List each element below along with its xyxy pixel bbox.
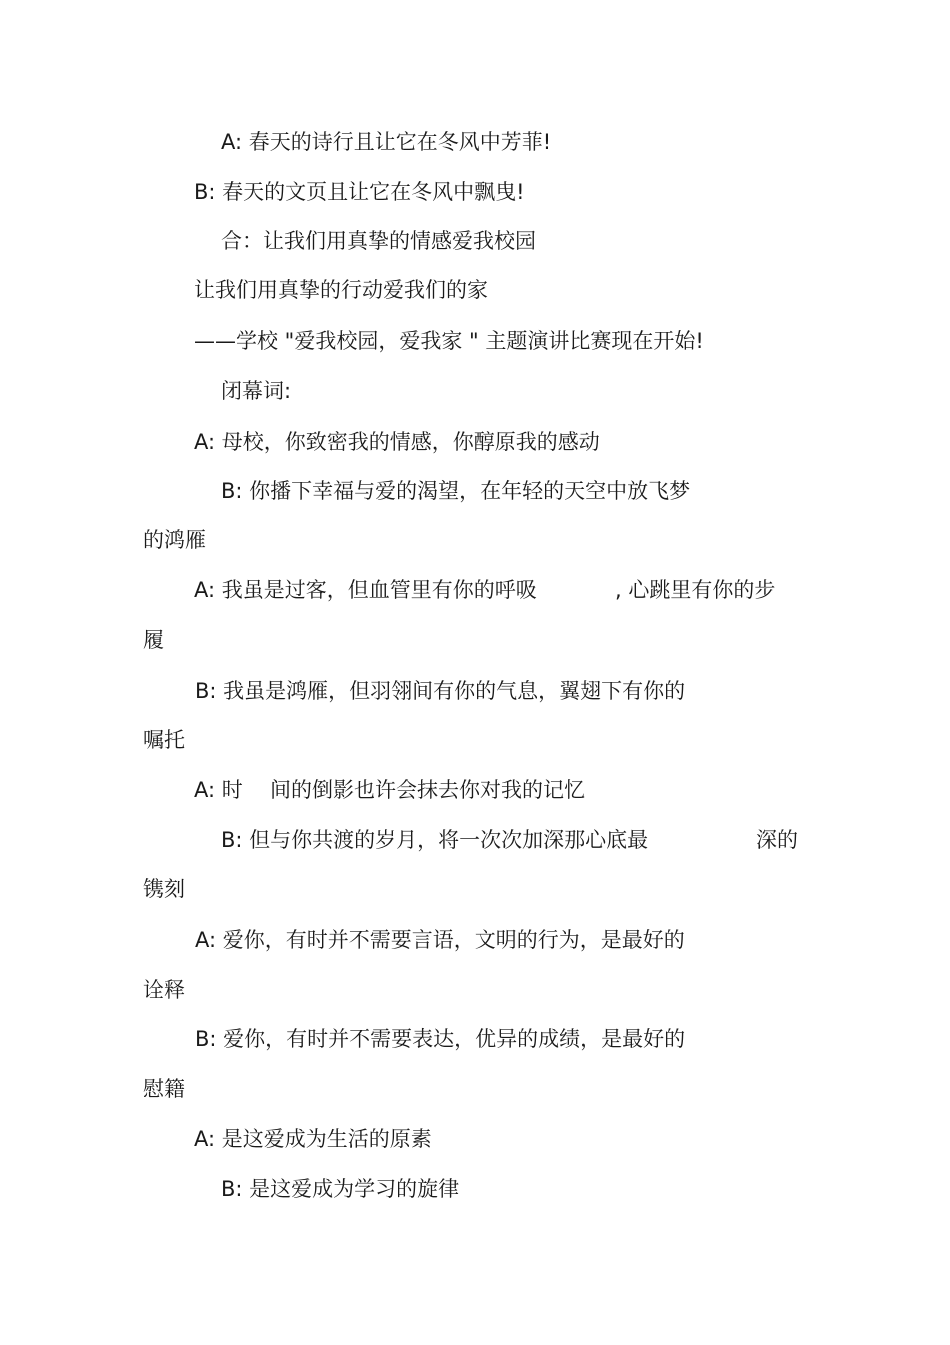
text-line: 让我们用真挚的行动爱我们的家 xyxy=(194,278,488,302)
text-line: ——学校 "爱我校园，爱我家 " 主题演讲比赛现在开始! xyxy=(194,329,704,353)
text-line: B: 爱你，有时并不需要表达，优异的成绩，是最好的 xyxy=(195,1027,686,1051)
text-line: A: 母校，你致密我的情感，你醇原我的感动 xyxy=(194,430,600,454)
text-line: 深的 xyxy=(756,828,798,852)
text-line: A: 春天的诗行且让它在冬风中芳菲! xyxy=(221,130,552,154)
text-line: 诠释 xyxy=(143,978,185,1002)
text-line: B: 但与你共渡的岁月，将一次次加深那心底最 xyxy=(221,828,649,852)
text-line: 合：让我们用真挚的情感爱我校园 xyxy=(221,229,536,253)
text-line: B: 是这爱成为学习的旋律 xyxy=(221,1177,460,1201)
text-line: 镌刻 xyxy=(143,877,185,901)
text-line: A: 时 xyxy=(194,778,243,802)
text-line: 慰籍 xyxy=(143,1077,185,1101)
text-line: 的鸿雁 xyxy=(143,528,206,552)
text-line: 嘱托 xyxy=(143,728,185,752)
text-line: A: 是这爱成为生活的原素 xyxy=(194,1127,432,1151)
text-line: B: 春天的文页且让它在冬风中飘曳! xyxy=(194,180,525,204)
text-line: 履 xyxy=(143,628,164,652)
text-line: B: 你播下幸福与爱的渴望，在年轻的天空中放飞梦 xyxy=(221,479,691,503)
text-line: B: 我虽是鸿雁，但羽翎间有你的气息，翼翅下有你的 xyxy=(195,679,686,703)
text-line: , 心跳里有你的步 xyxy=(615,578,776,602)
section-heading: 闭幕词: xyxy=(221,379,292,403)
text-line: A: 爱你，有时并不需要言语，文明的行为，是最好的 xyxy=(195,928,685,952)
text-line: A: 我虽是过客，但血管里有你的呼吸 xyxy=(194,578,537,602)
text-line: 间的倒影也许会抹去你对我的记忆 xyxy=(270,778,585,802)
